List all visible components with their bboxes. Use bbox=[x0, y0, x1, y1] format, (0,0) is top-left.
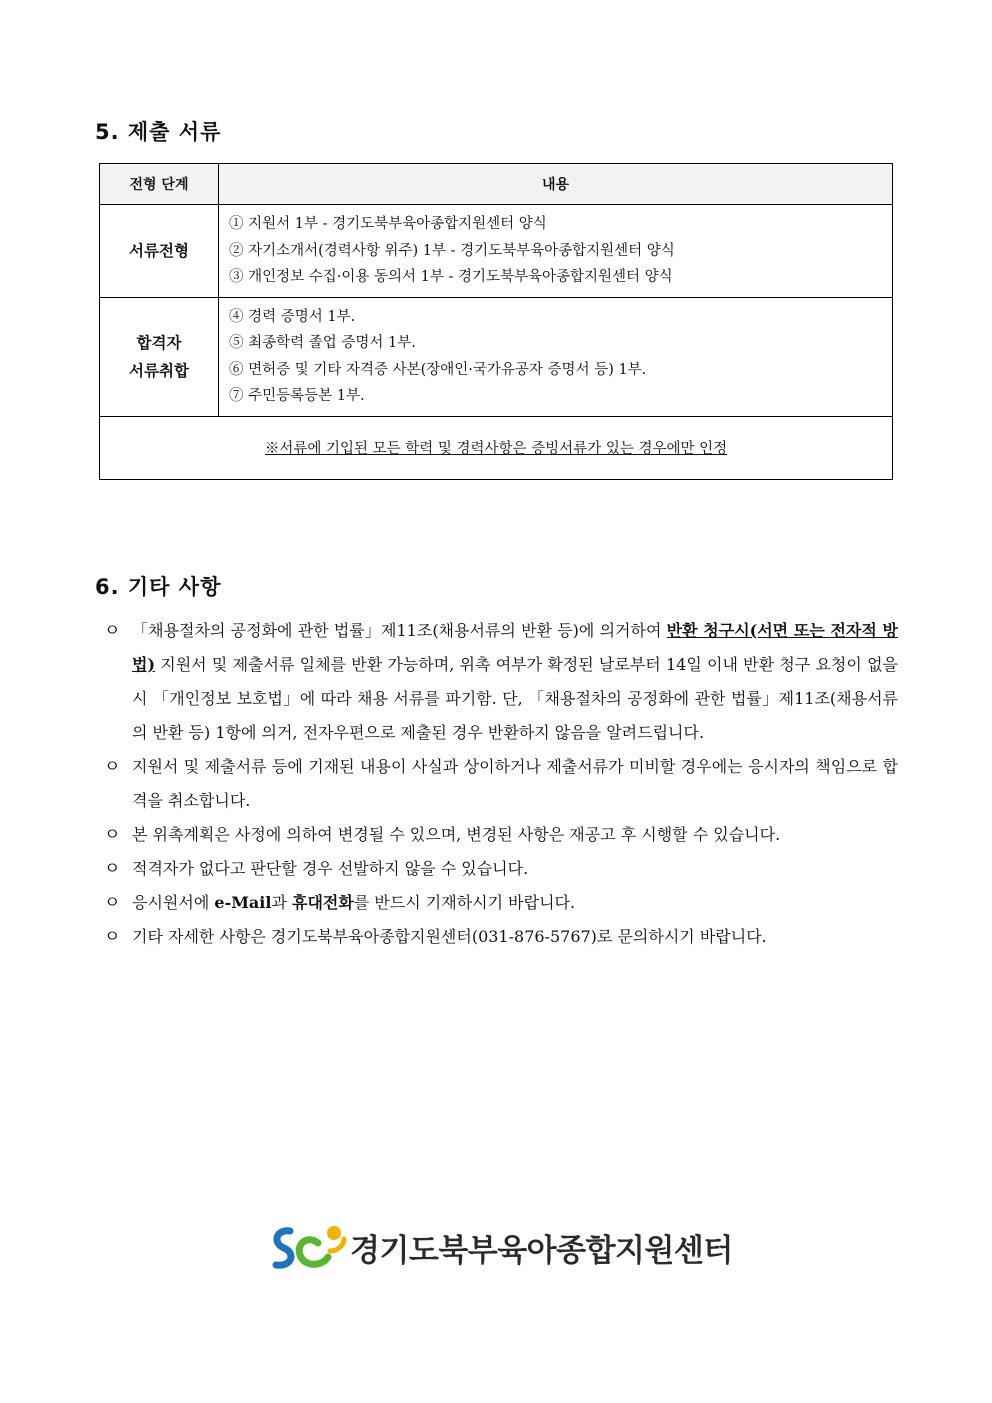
table-row bbox=[100, 416, 893, 479]
stage-successful-applicant bbox=[100, 297, 219, 416]
section6-title: 6. 기타 사항 bbox=[95, 575, 222, 599]
list-item bbox=[104, 750, 898, 818]
list-item bbox=[104, 818, 898, 852]
list-item-text bbox=[132, 886, 898, 920]
emphasis-text: 휴대전화 bbox=[291, 893, 354, 912]
header-stage: 전형 단계 bbox=[100, 164, 219, 205]
bullet: ㅇ bbox=[104, 859, 121, 879]
document-list bbox=[219, 297, 893, 416]
table-row bbox=[100, 205, 893, 298]
emphasis-text: 반환 청구시(서면 또는 전자적 방법) bbox=[132, 621, 899, 674]
bullet: ㅇ bbox=[104, 757, 121, 777]
list-item bbox=[104, 852, 898, 886]
document-item: ④ 경력 증명서 1부. bbox=[229, 308, 356, 325]
document-list bbox=[219, 205, 893, 298]
list-item-text bbox=[132, 614, 898, 750]
document-item: ① 지원서 1부 - 경기도북부육아종합지원센터 양식 bbox=[229, 216, 547, 232]
text-segment: 응시원서에 bbox=[132, 893, 215, 912]
documents-table bbox=[99, 163, 893, 480]
header-content: 내용 bbox=[219, 164, 893, 205]
list-item-text: 기타 자세한 사항은 경기도북부육아종합지원센터(031-876-5767)로 문의하시기 바랍니다. bbox=[132, 927, 767, 946]
table-note: ※서류에 기입된 모든 학력 및 경력사항은 증빙서류가 있는 경우에만 인정 bbox=[100, 416, 893, 479]
stage-line: 합격자 bbox=[136, 333, 182, 352]
text-segment: 를 반드시 기재하시기 바랍니다. bbox=[353, 893, 576, 912]
notice-list bbox=[104, 614, 898, 954]
organization-name: 경기도북부육아종합지원센터 bbox=[350, 1232, 733, 1269]
table-header-row bbox=[100, 164, 893, 205]
document-item: ② 자기소개서(경력사항 위주) 1부 - 경기도북부육아종합지원센터 양식 bbox=[229, 242, 675, 259]
footer-logo bbox=[268, 1221, 733, 1273]
bullet: ㅇ bbox=[104, 621, 121, 641]
text-segment: 지원서 및 제출서류 일체를 반환 가능하며, 위촉 여부가 확정된 날로부터 14일 이내 반환 청구 요청이 없을시 「개인정보 보호법」에 따라 채용 서류를 파기함. 단, 「채용절차의 공정화에 관한 법률」제11조(채용서류의 반환 등) 1항에 의거, 전자우편으로 제출된 경우 반환하지 않음을 알려드립니다. bbox=[132, 655, 898, 742]
section5-title: 5. 제출 서류 bbox=[95, 120, 222, 144]
table-row bbox=[100, 297, 893, 416]
list-item bbox=[104, 886, 898, 920]
list-item bbox=[104, 614, 898, 750]
bullet: ㅇ bbox=[104, 825, 121, 845]
list-item bbox=[104, 920, 898, 954]
text-segment: 「채용절차의 공정화에 관한 법률」제11조(채용서류의 반환 등)에 의거하여 bbox=[132, 621, 667, 640]
bullet: ㅇ bbox=[104, 927, 121, 947]
text-segment: 과 bbox=[271, 893, 292, 912]
list-item-text: 적격자가 없다고 판단할 경우 선발하지 않을 수 있습니다. bbox=[132, 859, 529, 878]
document-item: ⑤ 최종학력 졸업 증명서 1부. bbox=[229, 335, 416, 351]
stage-line: 서류취합 bbox=[129, 361, 189, 380]
stage-document-screening: 서류전형 bbox=[100, 205, 219, 298]
list-item-text: 본 위촉계획은 사정에 의하여 변경될 수 있으며, 변경된 사항은 재공고 후 시행할 수 있습니다. bbox=[132, 825, 781, 844]
document-item: ③ 개인정보 수집·이용 동의서 1부 - 경기도북부육아종합지원센터 양식 bbox=[229, 269, 673, 285]
center-logo-icon bbox=[268, 1221, 352, 1273]
emphasis-text: e-Mail bbox=[214, 893, 272, 912]
list-item-text: 지원서 및 제출서류 등에 기재된 내용이 사실과 상이하거나 제출서류가 미비할 경우에는 응시자의 책임으로 합격을 취소합니다. bbox=[132, 757, 898, 810]
bullet: ㅇ bbox=[104, 893, 121, 913]
document-item: ⑦ 주민등록등본 1부. bbox=[229, 388, 365, 404]
document-item: ⑥ 면허증 및 기타 자격증 사본(장애인·국가유공자 증명서 등) 1부. bbox=[229, 361, 647, 378]
